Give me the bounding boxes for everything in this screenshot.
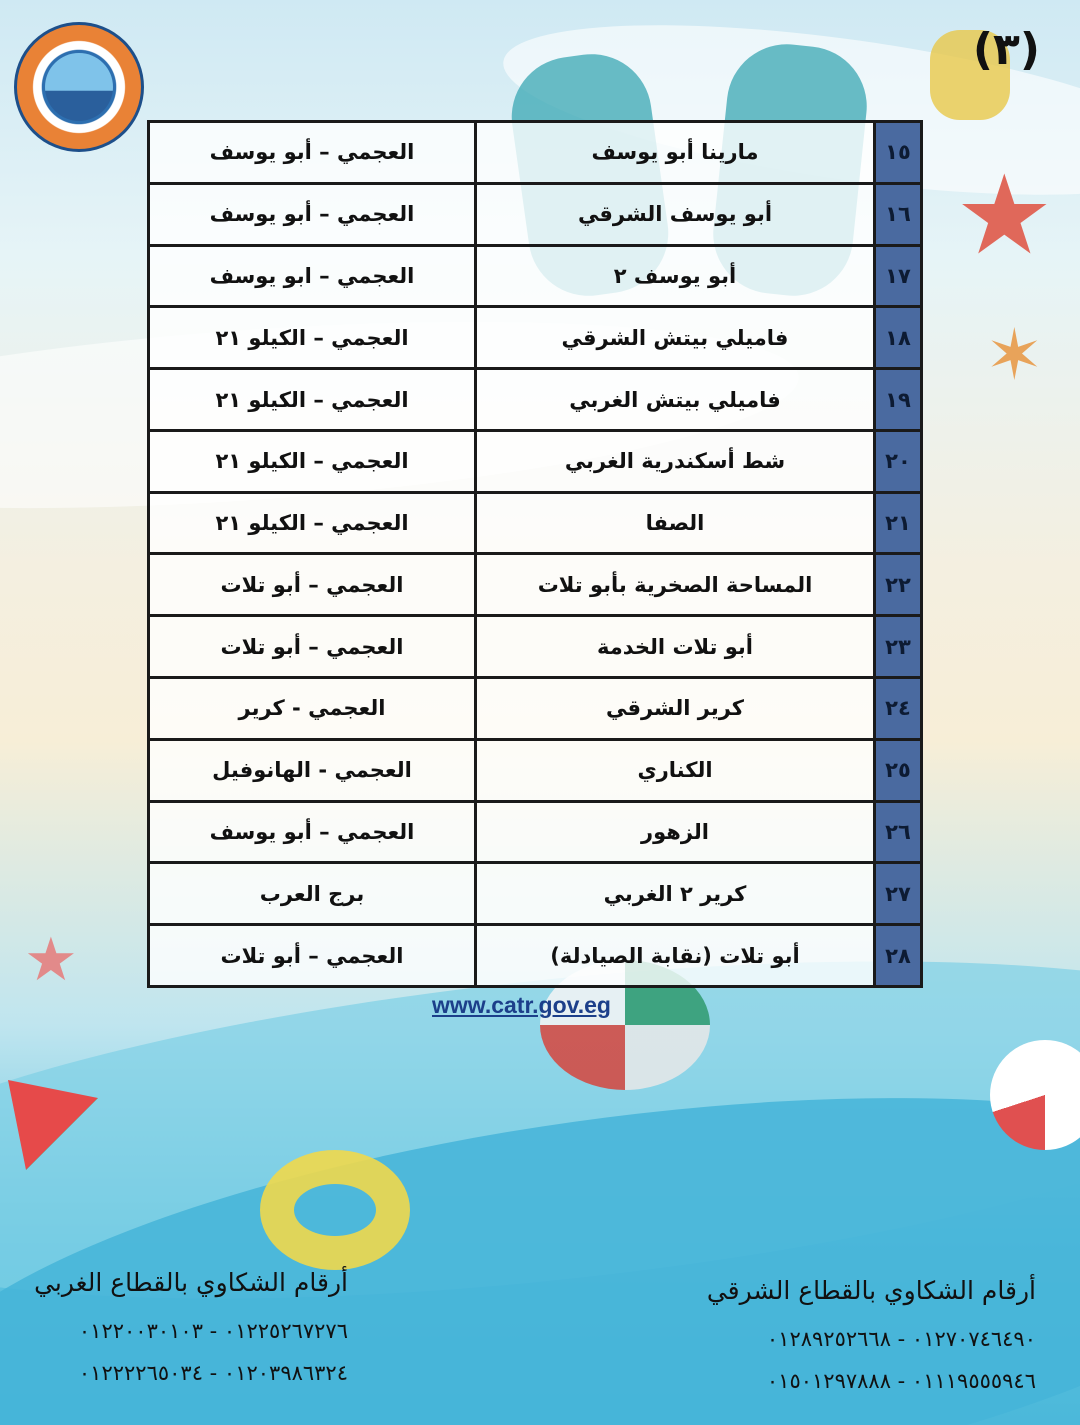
beach-name: الزهور	[476, 801, 875, 863]
west-phone-line-2: ٠١٢٠٣٩٨٦٣٢٤ - ٠١٢٢٢٢٦٥٠٣٤	[78, 1361, 348, 1385]
beach-area: العجمي – الكيلو ٢١	[149, 307, 476, 369]
table-row	[149, 739, 922, 801]
beach-name: كرير الشرقي	[476, 678, 875, 740]
row-number: ٢٨	[875, 925, 922, 987]
west-sector-title: أرقام الشكاوي بالقطاع الغربي	[34, 1268, 348, 1297]
beach-area: العجمي – أبو تلات	[149, 554, 476, 616]
beach-area: العجمي – أبو يوسف	[149, 122, 476, 184]
beach-name: أبو تلات الخدمة	[476, 616, 875, 678]
swim-ring-icon	[260, 1150, 410, 1270]
row-number: ١٥	[875, 122, 922, 184]
east-phone-line-2: ٠١١١٩٥٥٥٩٤٦ - ٠١٥٠١٢٩٧٨٨٨	[766, 1369, 1036, 1393]
logo-emblem	[14, 22, 144, 152]
beach-name: أبو يوسف ٢	[476, 245, 875, 307]
beach-area: العجمي – ابو يوسف	[149, 245, 476, 307]
row-number: ١٨	[875, 307, 922, 369]
beach-area: العجمي – أبو تلات	[149, 925, 476, 987]
row-number: ٢٧	[875, 863, 922, 925]
beach-area: العجمي - كرير	[149, 678, 476, 740]
row-number: ٢٢	[875, 554, 922, 616]
beach-name: مارينا أبو يوسف	[476, 122, 875, 184]
beach-area: العجمي – أبو يوسف	[149, 183, 476, 245]
beach-name: فاميلي بيتش الغربي	[476, 369, 875, 431]
beach-name: أبو يوسف الشرقي	[476, 183, 875, 245]
row-number: ٢٠	[875, 430, 922, 492]
beach-name: شط أسكندرية الغربي	[476, 430, 875, 492]
beach-name: أبو تلات (نقابة الصيادلة)	[476, 925, 875, 987]
beach-name: الكناري	[476, 739, 875, 801]
east-sector-title: أرقام الشكاوي بالقطاع الشرقي	[706, 1276, 1036, 1305]
starfish-icon: ★	[24, 925, 78, 995]
beach-area: العجمي – أبو تلات	[149, 616, 476, 678]
table-row	[149, 925, 922, 987]
row-number: ٢٤	[875, 678, 922, 740]
starfish-icon: ✶	[985, 314, 1044, 396]
row-number: ١٩	[875, 369, 922, 431]
website-link[interactable]: www.catr.gov.eg	[432, 992, 611, 1018]
table-row	[149, 122, 922, 184]
row-number: ١٧	[875, 245, 922, 307]
table-row	[149, 492, 922, 554]
row-number: ١٦	[875, 183, 922, 245]
table-row	[149, 183, 922, 245]
beach-name: المساحة الصخرية بأبو تلات	[476, 554, 875, 616]
east-phone-line-1: ٠١٢٧٠٧٤٦٤٩٠ - ٠١٢٨٩٢٥٢٦٦٨	[766, 1327, 1036, 1351]
beach-name: فاميلي بيتش الشرقي	[476, 307, 875, 369]
beach-name: الصفا	[476, 492, 875, 554]
row-number: ٢١	[875, 492, 922, 554]
beach-area: العجمي – الكيلو ٢١	[149, 430, 476, 492]
table-row	[149, 678, 922, 740]
starfish-icon: ★	[955, 151, 1054, 279]
west-sector-contacts	[34, 1268, 348, 1403]
beach-area: العجمي – الكيلو ٢١	[149, 492, 476, 554]
table-row	[149, 369, 922, 431]
table-row	[149, 616, 922, 678]
row-number: ٢٦	[875, 801, 922, 863]
beach-area: العجمي – الكيلو ٢١	[149, 369, 476, 431]
beaches-table	[147, 120, 923, 988]
east-sector-contacts	[707, 1276, 1036, 1411]
row-number: ٢٥	[875, 739, 922, 801]
table-row	[149, 245, 922, 307]
table-row	[149, 430, 922, 492]
beach-area: برج العرب	[149, 863, 476, 925]
table-row	[149, 307, 922, 369]
beach-area: العجمي - الهانوفيل	[149, 739, 476, 801]
beach-area: العجمي – أبو يوسف	[149, 801, 476, 863]
page-number: (٣)	[972, 24, 1040, 75]
table-row	[149, 554, 922, 616]
table-row	[149, 863, 922, 925]
beach-name: كرير ٢ الغربي	[476, 863, 875, 925]
table-row	[149, 801, 922, 863]
west-phone-line-1: ٠١٢٢٥٢٦٧٢٧٦ - ٠١٢٢٠٠٣٠١٠٣	[78, 1319, 348, 1343]
row-number: ٢٣	[875, 616, 922, 678]
